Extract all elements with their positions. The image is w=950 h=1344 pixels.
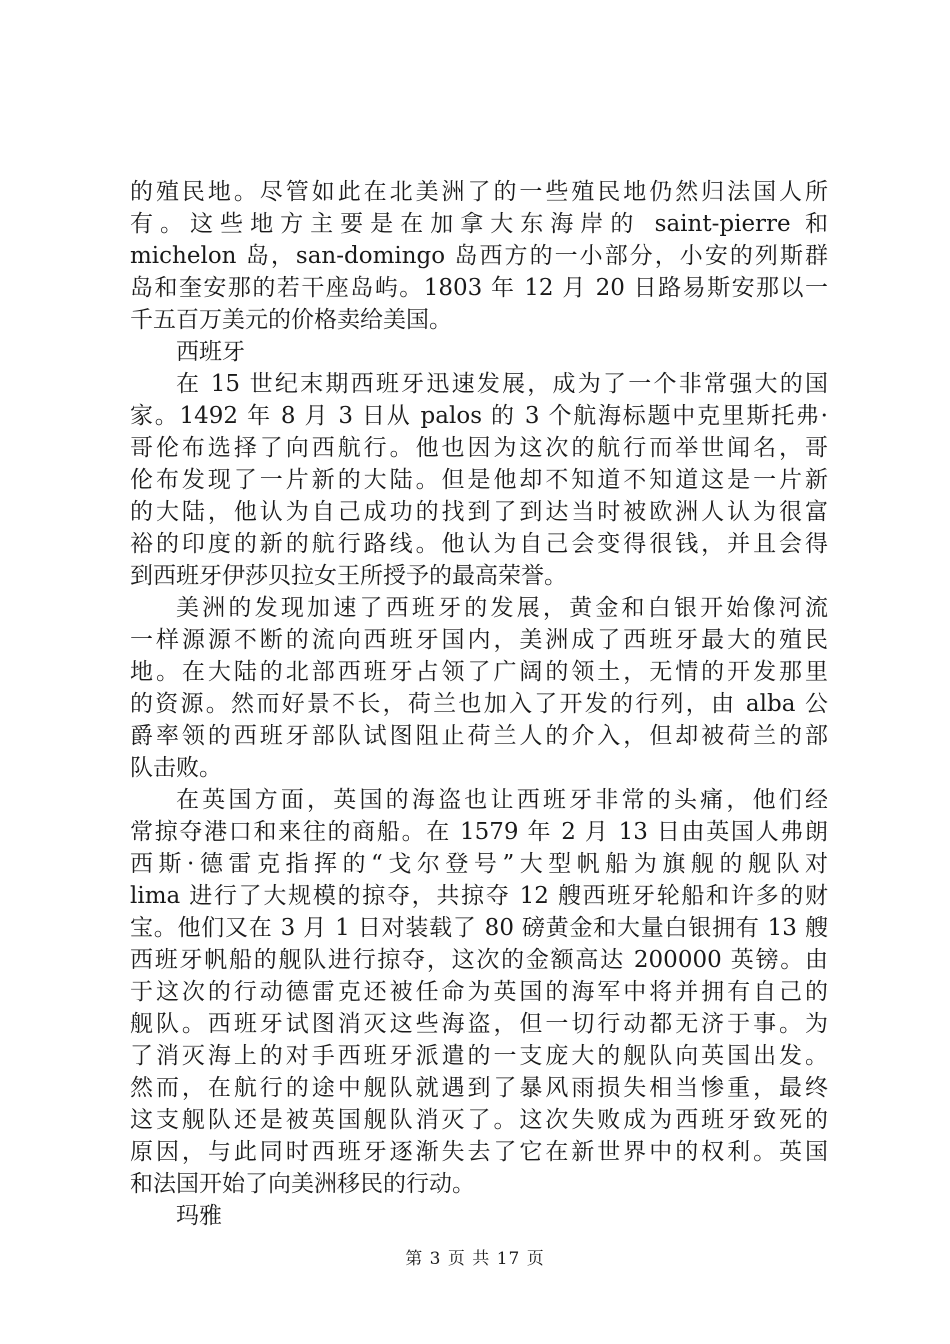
text-line: 哥伦布选择了向西航行。他也因为这次的航行而举世闻名，哥	[130, 435, 828, 461]
text-line: 和法国开始了向美洲移民的行动。	[130, 1171, 475, 1197]
text-line: 这支舰队还是被英国舰队消灭了。这次失败成为西班牙致死的	[130, 1107, 828, 1133]
text-line: 宝。他们又在 3 月 1 日对装载了 80 磅黄金和大量白银拥有 13 艘	[130, 915, 828, 941]
text-line: 有。这些地方主要是在加拿大东海岸的 saint-pierre 和	[130, 211, 828, 237]
text-line: 常掠夺港口和来往的商船。在 1579 年 2 月 13 日由英国人弗朗	[130, 819, 828, 845]
text-line: 裕的印度的新的航行路线。他认为自己会变得很钱，并且会得	[130, 531, 828, 557]
text-line: 玛雅	[176, 1203, 222, 1229]
text-line: 的资源。然而好景不长，荷兰也加入了开发的行列，由 alba 公	[130, 691, 828, 717]
text-line: 一样源源不断的流向西班牙国内，美洲成了西班牙最大的殖民	[130, 627, 828, 653]
text-line: 千五百万美元的价格卖给美国。	[130, 307, 452, 333]
text-line: 西斯·德雷克指挥的“戈尔登号”大型帆船为旗舰的舰队对	[130, 851, 828, 877]
text-line: 队击败。	[130, 755, 222, 781]
text-line: 家。1492 年 8 月 3 日从 palos 的 3 个航海标题中克里斯托弗·	[130, 403, 828, 429]
text-line: 美洲的发现加速了西班牙的发展，黄金和白银开始像河流	[176, 595, 828, 621]
text-line: michelon 岛，san-domingo 岛西方的一小部分，小安的列斯群	[130, 243, 828, 269]
text-line: 爵率领的西班牙部队试图阻止荷兰人的介入，但却被荷兰的部	[130, 723, 828, 749]
text-line: 岛和奎安那的若干座岛屿。1803 年 12 月 20 日路易斯安那以一	[130, 275, 828, 301]
text-line: 舰队。西班牙试图消灭这些海盗，但一切行动都无济于事。为	[130, 1011, 828, 1037]
text-line: 西班牙帆船的舰队进行掠夺，这次的金额高达 200000 英镑。由	[130, 947, 828, 973]
text-line: 的殖民地。尽管如此在北美洲了的一些殖民地仍然归法国人所	[130, 179, 828, 205]
text-line: lima 进行了大规模的掠夺，共掠夺 12 艘西班牙轮船和许多的财	[130, 883, 828, 909]
text-line: 原因，与此同时西班牙逐渐失去了它在新世界中的权利。英国	[130, 1139, 828, 1165]
text-line: 在 15 世纪末期西班牙迅速发展，成为了一个非常强大的国	[176, 371, 828, 397]
page-footer: 第 3 页 共 17 页	[405, 1249, 545, 1269]
text-line: 了消灭海上的对手西班牙派遣的一支庞大的舰队向英国出发。	[130, 1043, 828, 1069]
text-line: 然而，在航行的途中舰队就遇到了暴风雨损失相当惨重，最终	[130, 1075, 828, 1101]
text-line: 于这次的行动德雷克还被任命为英国的海军中将并拥有自己的	[130, 979, 828, 1005]
text-line: 到西班牙伊莎贝拉女王所授予的最高荣誉。	[130, 563, 567, 589]
text-line: 西班牙	[176, 339, 245, 365]
document-body	[130, 176, 828, 1232]
text-line: 地。在大陆的北部西班牙占领了广阔的领土，无情的开发那里	[130, 659, 828, 685]
text-line: 在英国方面，英国的海盗也让西班牙非常的头痛，他们经	[176, 787, 828, 813]
text-line: 伦布发现了一片新的大陆。但是他却不知道不知道这是一片新	[130, 467, 828, 493]
text-line: 的大陆，他认为自己成功的找到了到达当时被欧洲人认为很富	[130, 499, 828, 525]
